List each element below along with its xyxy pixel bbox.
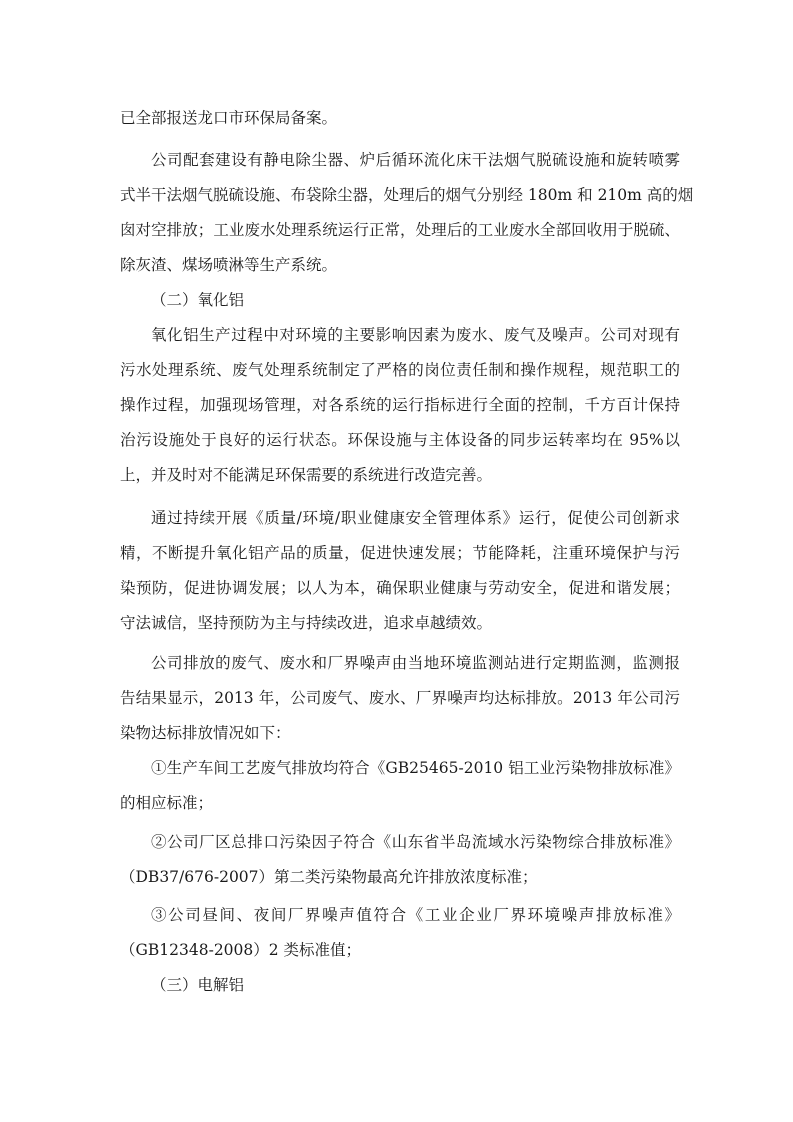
paragraph-line: 公司排放的废气、废水和厂界噪声由当地环境监测站进行定期监测，监测报 [151, 654, 680, 672]
paragraph-line: 公司配套建设有静电除尘器、炉后循环流化床干法烟气脱硫设施和旋转喷雾 [151, 151, 680, 169]
list-item-continuation: （DB37/676-2007）第二类污染物最高允许排放浓度标准； [120, 868, 538, 886]
paragraph-line: 染物达标排放情况如下： [120, 724, 291, 742]
paragraph-line: 污水处理系统、废气处理系统制定了严格的岗位责任制和操作规程，规范职工的 [120, 361, 680, 379]
paragraph-line: 操作过程，加强现场管理，对各系统的运行指标进行全面的控制，千方百计保持 [120, 396, 680, 414]
paragraph-line: 治污设施处于良好的运行状态。环保设施与主体设备的同步运转率均在 95%以 [120, 431, 680, 449]
list-item-continuation: （GB12348-2008）2 类标准值； [120, 941, 362, 959]
paragraph-line: 已全部报送龙口市环保局备案。 [120, 109, 338, 127]
paragraph-line: 氧化铝生产过程中对环境的主要影响因素为废水、废气及噪声。公司对现有 [151, 326, 680, 344]
paragraph-line: 告结果显示，2013 年，公司废气、废水、厂界噪声均达标排放。2013 年公司污 [120, 689, 680, 707]
paragraph-line: 除灰渣、煤场喷淋等生产系统。 [120, 256, 338, 274]
paragraph-line: 上，并及时对不能满足环保需要的系统进行改造完善。 [120, 466, 493, 484]
paragraph-line: 染预防，促进协调发展；以人为本，确保职业健康与劳动安全，促进和谐发展； [120, 579, 680, 597]
paragraph-line: 囱对空排放；工业废水处理系统运行正常，处理后的工业废水全部回收用于脱硫、 [120, 221, 680, 239]
document-page [120, 0, 694, 1122]
list-item-continuation: 的相应标准； [120, 794, 214, 812]
paragraph-line: 守法诚信，坚持预防为主与持续改进，追求卓越绩效。 [120, 614, 493, 632]
paragraph-line: 精，不断提升氧化铝产品的质量，促进快速发展；节能降耗，注重环境保护与污 [120, 544, 680, 562]
list-item: ③公司昼间、夜间厂界噪声值符合《工业企业厂界环境噪声排放标准》 [151, 906, 680, 924]
paragraph-line: 式半干法烟气脱硫设施、布袋除尘器，处理后的烟气分别经 180m 和 210m 高的烟 [120, 186, 694, 204]
list-item: ①生产车间工艺废气排放均符合《GB25465-2010 铝工业污染物排放标准》 [151, 759, 680, 777]
paragraph-line: 通过持续开展《质量/环境/职业健康安全管理体系》运行，促使公司创新求 [151, 509, 680, 527]
section-heading: （二）氧化铝 [151, 291, 245, 309]
list-item: ②公司厂区总排口污染因子符合《山东省半岛流域水污染物综合排放标准》 [151, 833, 680, 851]
section-heading: （三）电解铝 [151, 976, 245, 994]
